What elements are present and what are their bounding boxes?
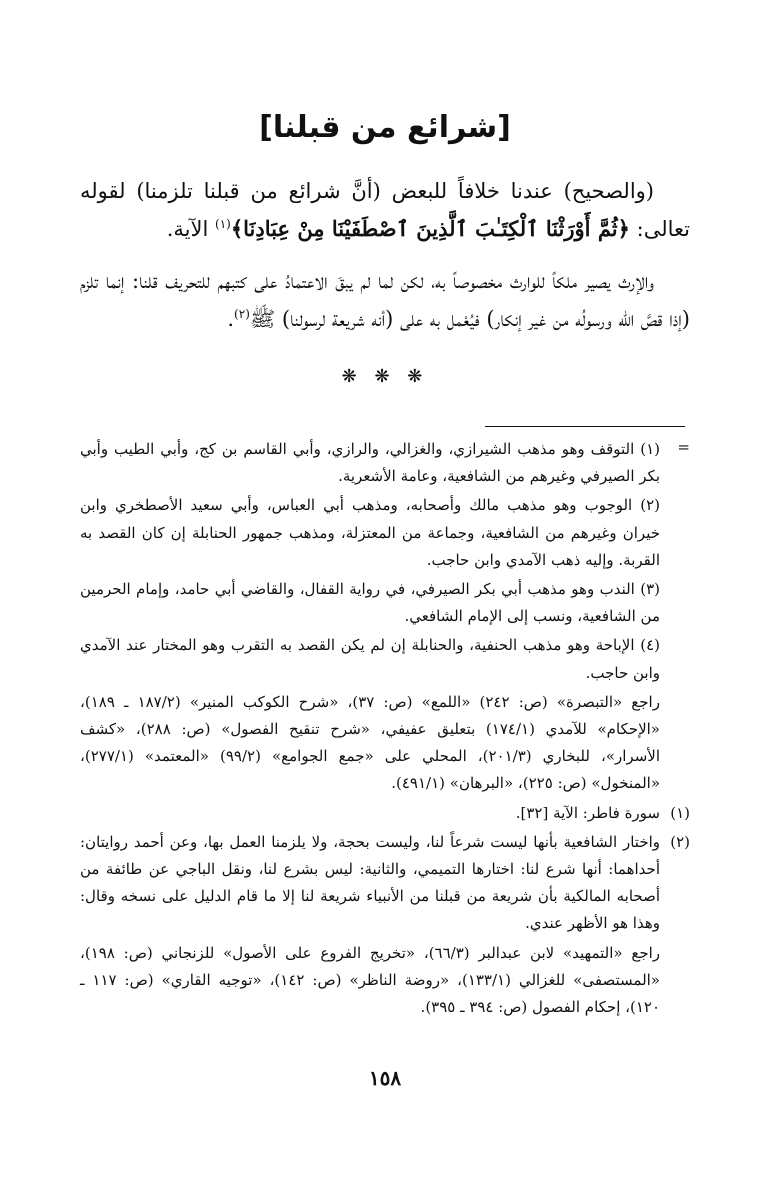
footnote-2-mark: (٢) bbox=[670, 832, 690, 851]
footnote-ref-2[interactable]: (٢) bbox=[234, 307, 250, 321]
footnote-2-references: راجع «التمهيد» لابن عبدالبر (٦٦/٣)، «تخريج الفروع على الأصول» للزنجاني (ص: ١٩٨)، «المستصفى» للغزالي (١٣٣/١)، «روضة الناظر» (ص: ١٤٢)، «توجيه القاري» (ص: ١١٧ ـ ١٢٠)، إحكام الفصول (ص: ٣٩٤ ـ ٣٩٥). bbox=[80, 943, 660, 1017]
paragraph-1-end: الآية. bbox=[166, 217, 216, 241]
quran-verse: ﴿ثُمَّ أَوْرَثْنَا ٱلْكِتَـٰبَ ٱلَّذِينَ ٱصْطَفَيْنَا مِنْ عِبَادِنَا﴾ bbox=[230, 216, 630, 241]
continuation-line: (١) التوقف وهو مذهب الشيرازي، والغزالي، والرازي، وأبي القاسم بن كج، وأبي الطيب وأبي بكر الصيرفي وغيرهم من الشافعية، وعامة الأشعرية. bbox=[80, 440, 660, 486]
paragraph-2-end: . bbox=[227, 307, 235, 331]
footnote-continuation bbox=[80, 434, 690, 798]
paragraph-1-text: (والصحيح) عندنا خلافاً للبعض (أنَّ شرائع من قبلنا تلزمنا) لقوله تعالى: bbox=[80, 179, 690, 241]
paragraph-1 bbox=[80, 172, 690, 248]
section-separator: ❋ ❋ ❋ bbox=[341, 366, 429, 387]
footnote-1 bbox=[80, 800, 690, 827]
footnotes bbox=[80, 434, 690, 1021]
continuation-mark: = bbox=[677, 438, 690, 456]
paragraph-2-text: والإرث يصير ملكاً للوارث مخصوصاً به، لكن لما لم يبقَ الاعتمادُ على كتبهم للتحريف قلنا: إنما تلزم (إذا قصَّ الله ورسولُه من غير إنكار) فيُعْمل به على (أنه شريعة لرسولنا) ﷺ bbox=[80, 269, 690, 331]
section-heading: [شرائع من قبلنا] bbox=[259, 110, 511, 145]
main-text bbox=[80, 172, 690, 338]
paragraph-2 bbox=[80, 262, 690, 338]
footnote-2-text: واختار الشافعية بأنها ليست شرعاً لنا، وليست بحجة، ولا يلزمنا العمل بها، وعن أحمد روايتان: أحداهما: أنها شرع لنا: اختارها التميمي، والثانية: ليس بشرع لنا، ونقل الباجي عن طائفة من أصحابه المالكية بأن شريعة من قبلنا من الأنبياء شريعة لنا إلا ما قام الدليل على نسخه وقال: وهذا هو الأظهر عندي. bbox=[80, 832, 660, 933]
footnote-divider bbox=[485, 426, 685, 427]
continuation-line: (٤) الإباحة وهو مذهب الحنفية، والحنابلة إن لم يكن القصد به التقرب وهو المختار عند الآمدي وابن حاجب. bbox=[80, 636, 660, 682]
continuation-line: راجع «التبصرة» (ص: ٢٤٢) «اللمع» (ص: ٣٧)، «شرح الكوكب المنير» (١٨٧/٢ ـ ١٨٩)، «الإحكام» للآمدي (١٧٤/١) بتعليق عفيفي، «شرح تنقيح الفصول» (ص: ٢٨٨)، «كشف الأسرار»، للبخاري (٢٠١/٣)، المحلي على «جمع الجوامع» (٩٩/٢) «المعتمد» (٢٧٧/١)، «المنخول» (ص: ٢٢٥)، «البرهان» (٤٩١/١). bbox=[80, 692, 661, 793]
footnote-2 bbox=[80, 829, 690, 1021]
footnote-1-text: سورة فاطر: الآية [٣٢]. bbox=[515, 803, 660, 822]
continuation-line: (٣) الندب وهو مذهب أبي بكر الصيرفي، في رواية القفال، والقاضي أبي حامد، وإمام الحرمين من الشافعية، ونسب إلى الإمام الشافعي. bbox=[80, 580, 660, 626]
footnote-ref-1[interactable]: (١) bbox=[215, 217, 231, 231]
continuation-line: (٢) الوجوب وهو مذهب مالك وأصحابه، ومذهب أبي العباس، وأبي سعيد الأصطخري وابن خيران وغيرهم من الشافعية، وجماعة من المعتزلة، ومذهب جمهور الحنابلة إن كان القصد به القربة. وإليه ذهب الآمدي وابن حاجب. bbox=[80, 496, 660, 569]
page-number: ١٥٨ bbox=[368, 1066, 402, 1090]
footnote-1-mark: (١) bbox=[670, 803, 690, 822]
